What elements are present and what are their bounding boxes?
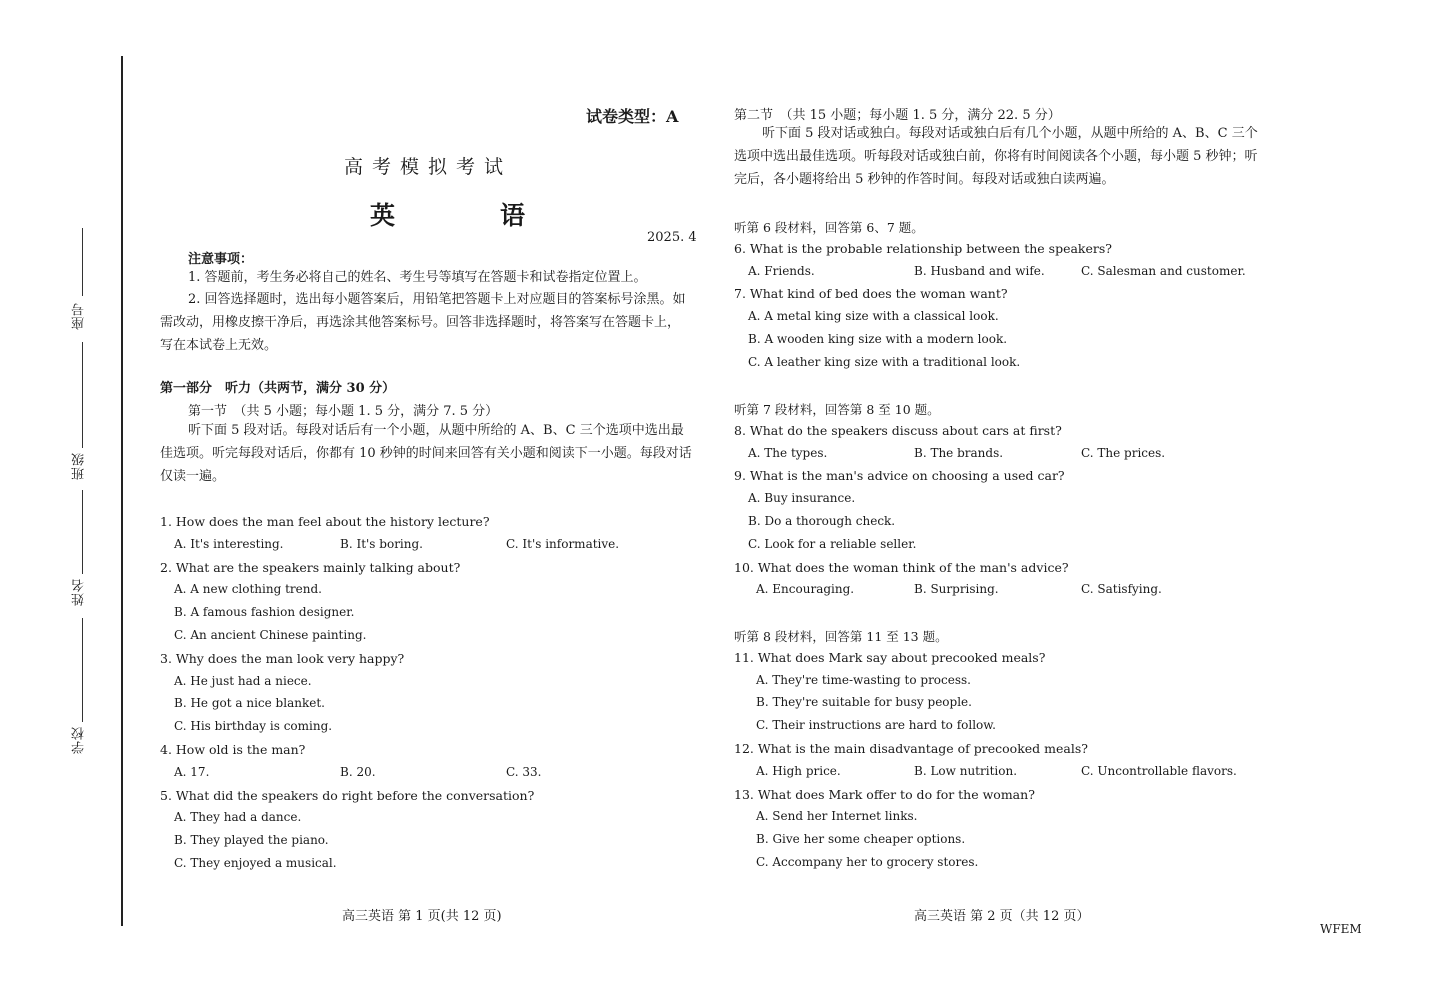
answer-option: C. An ancient Chinese painting. [174,628,367,642]
answer-option: A. 17. [174,764,210,779]
binding-line [121,56,123,926]
school-label: 学校 [72,726,87,754]
name-label: 姓名 [72,578,87,606]
answer-option: C. 33. [506,764,542,779]
answer-option: B. The brands. [914,445,1004,460]
seat-label: 座号 [72,302,87,330]
answer-option: B. A wooden king size with a modern look. [748,332,1008,346]
class-label: 班级 [72,452,87,480]
answer-option: C. It's informative. [506,536,620,551]
answer-option: A. It's interesting. [174,536,284,551]
answer-option: A. Encouraging. [756,582,855,597]
page-footer-right: 高三英语 第 2 页（共 12 页） [914,909,1090,924]
page-footer-left: 高三英语 第 1 页(共 12 页) [342,909,502,924]
answer-option: C. His birthday is coming. [174,719,333,734]
school-underline [82,618,83,722]
answer-option: C. Satisfying. [1081,582,1162,597]
answer-option: B. Low nutrition. [914,763,1018,778]
notice-title: 注意事项： [188,252,254,267]
material-heading: 听第 8 段材料，回答第 11 至 13 题。 [734,629,948,644]
paper-type: 试卷类型：A [586,107,679,126]
answer-option: C. Their instructions are hard to follow. [756,718,996,733]
answer-option: B. They're suitable for busy people. [756,695,972,710]
name-underline [82,490,83,574]
question-stem: 13. What does Mark offer to do for the woman? [734,786,1035,802]
answer-option: C. The prices. [1081,445,1166,460]
answer-option: C. Uncontrollable flavors. [1081,763,1237,778]
answer-option: A. They had a dance. [174,810,302,825]
question-stem: 3. Why does the man look very happy? [160,650,405,666]
answer-option: C. Accompany her to grocery stores. [756,855,979,869]
question-stem: 1. How does the man feel about the history lecture? [160,514,490,529]
part-one-heading: 第一部分 听力（共两节，满分 30 分） [160,381,396,396]
section-two-heading: 第二节 （共 15 小题；每小题 1. 5 分，满分 22. 5 分） [734,108,1061,123]
answer-option: C. A leather king size with a traditional look. [748,354,1021,369]
exam-title: 高考模拟考试 [344,156,513,178]
question-stem: 9. What is the man's advice on choosing a used car? [734,468,1065,484]
question-stem: 5. What did the speakers do right before the conversation? [160,787,535,803]
answer-option: B. Husband and wife. [914,263,1045,278]
seat-underline [82,228,83,296]
class-underline [82,342,83,448]
section-two-instructions: 听下面 5 段对话或独白。每段对话或独白后有几个小题，从题中所给的 A、B、C 三个选项中选出最佳选项。听每段对话或独白前，你将有时间阅读各个小题，每小题 5 秒钟；听完后，各小题将给出 5 秒钟的作答时间。每段对话或独白读两遍。 [734,126,1258,187]
answer-option: A. Send her Internet links. [756,809,918,824]
corner-code: WFEM [1320,922,1362,936]
exam-date: 2025. 4 [647,230,697,245]
question-stem: 12. What is the main disadvantage of precooked meals? [734,741,1088,756]
question-stem: 6. What is the probable relationship between the speakers? [734,240,1112,256]
answer-option: C. Look for a reliable seller. [748,536,917,551]
question-stem: 8. What do the speakers discuss about cars at first? [734,422,1062,438]
answer-option: B. They played the piano. [174,833,329,848]
answer-option: B. Give her some cheaper options. [756,832,966,847]
subject-title: 英 语 [370,201,566,230]
material-heading: 听第 7 段材料，回答第 8 至 10 题。 [734,402,940,417]
answer-option: C. Salesman and customer. [1081,263,1246,278]
answer-option: B. He got a nice blanket. [174,696,325,711]
answer-option: B. 20. [340,764,376,779]
answer-option: A. High price. [756,763,841,778]
notice-item-2: 2. 回答选择题时，选出每小题答案后，用铅笔把答题卡上对应题目的答案标号涂黑。如需改动，用橡皮擦干净后，再选涂其他答案标号。回答非选择题时，将答案写在答题卡上，写在本试卷上无效。 [160,292,686,353]
question-stem: 4. How old is the man? [160,742,306,757]
answer-option: A. They're time-wasting to process. [756,672,971,687]
question-stem: 2. What are the speakers mainly talking about? [160,559,461,575]
answer-option: A. A new clothing trend. [174,582,322,597]
notice-item-1: 1. 答题前，考生务必将自己的姓名、考生号等填写在答题卡和试卷指定位置上。 [188,270,647,285]
answer-option: B. It's boring. [340,536,423,551]
question-stem: 10. What does the woman think of the man's advice? [734,559,1069,575]
answer-option: A. Buy insurance. [748,491,856,506]
answer-option: B. A famous fashion designer. [174,605,355,620]
section-one-heading: 第一节 （共 5 小题；每小题 1. 5 分，满分 7. 5 分） [188,404,499,419]
answer-option: A. Friends. [748,263,815,278]
answer-option: C. They enjoyed a musical. [174,856,337,870]
material-heading: 听第 6 段材料，回答第 6、7 题。 [734,220,924,235]
question-stem: 11. What does Mark say about precooked meals? [734,649,1046,665]
question-stem: 7. What kind of bed does the woman want? [734,286,1008,302]
answer-option: A. The types. [748,445,828,460]
section-one-instructions: 听下面 5 段对话。每段对话后有一个小题，从题中所给的 A、B、C 三个选项中选出最佳选项。听完每段对话后，你都有 10 秒钟的时间来回答有关小题和阅读下一小题。每段对话仅读一遍。 [160,423,692,484]
answer-option: A. A metal king size with a classical look. [748,309,999,324]
answer-option: B. Do a thorough check. [748,514,896,528]
answer-option: A. He just had a niece. [174,673,312,688]
answer-option: B. Surprising. [914,582,999,597]
